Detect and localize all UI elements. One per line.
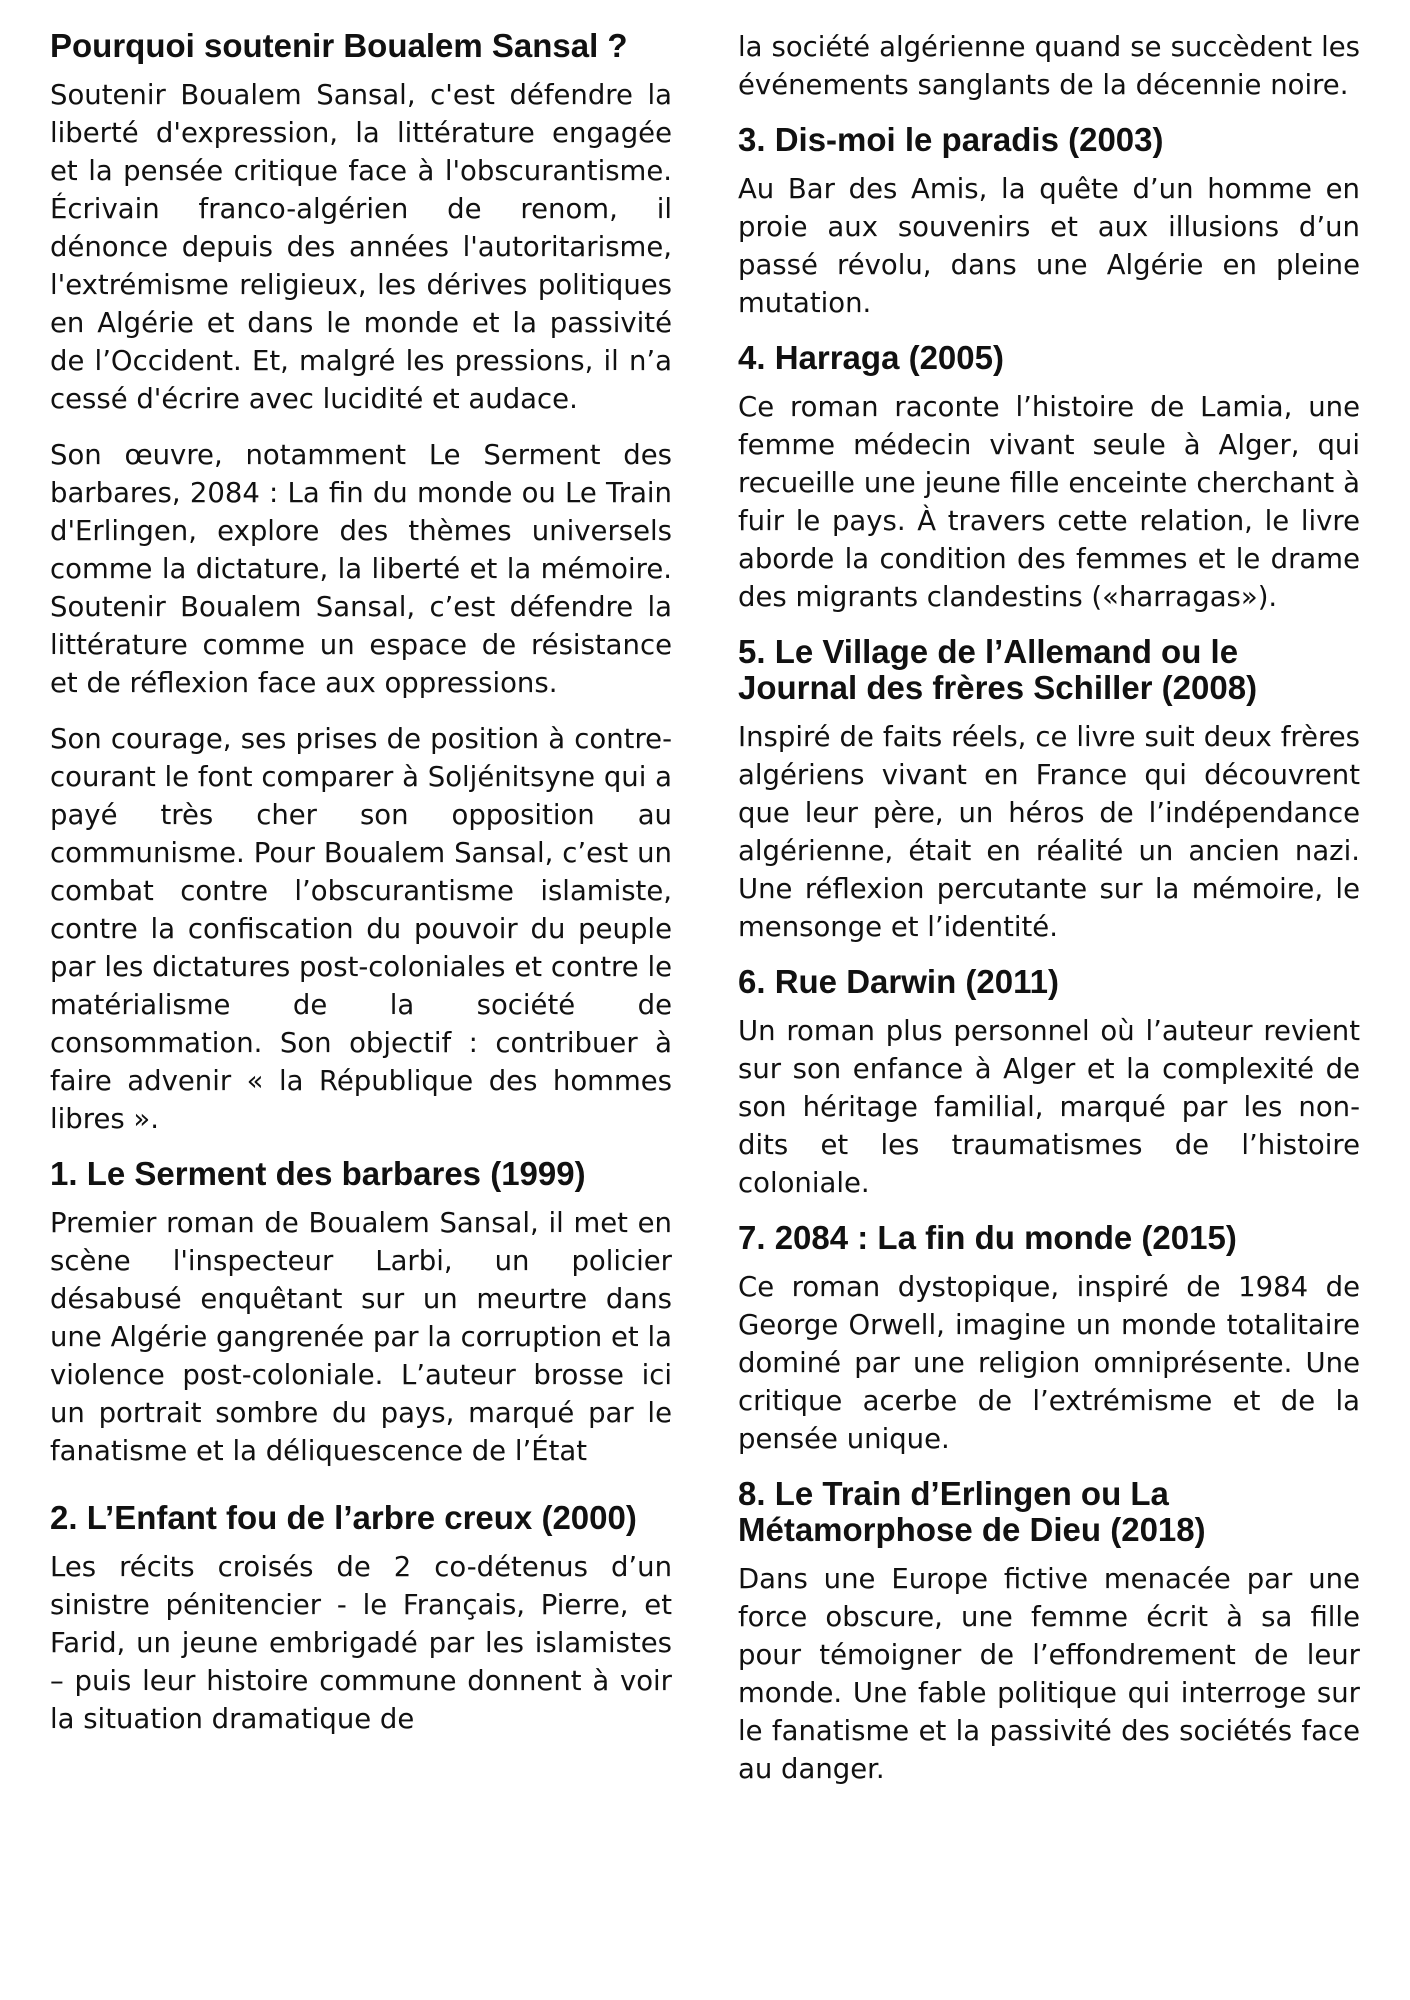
book-2-text: Les récits croisés de 2 co-détenus d’un sinistre pénitencier - le Français, Pierre, et Farid, un jeune embrigadé par les islamistes – puis leur histoire commune donnent à voir la situation dramatique de bbox=[50, 1551, 672, 1735]
book-3-text: Au Bar des Amis, la quête d’un homme en proie aux souvenirs et aux illusions d’un passé révolu, dans une Algérie en pleine mutation. bbox=[738, 173, 1360, 319]
right-column bbox=[738, 28, 1360, 1806]
book-4-text: Ce roman raconte l’histoire de Lamia, une femme médecin vivant seule à Alger, qui recueille une jeune fille enceinte cherchant à fuir le pays. À travers cette relation, le livre aborde la condition des femmes et le drame des migrants clandestins («harragas»). bbox=[738, 391, 1360, 613]
book-5-heading: 5. Le Village de l’Allemand ou le Journal des frères Schiller (2008) bbox=[738, 633, 1258, 706]
book-8-text: Dans une Europe fictive menacée par une force obscure, une femme écrit à sa fille pour témoigner de l’effondrement de leur monde. Une fable politique qui interroge sur le fanatisme et la passivité des sociétés face au danger. bbox=[738, 1563, 1360, 1785]
book-7-text: Ce roman dystopique, inspiré de 1984 de George Orwell, imagine un monde totalitaire dominé par une religion omniprésente. Une critique acerbe de l’extrémisme et de la pensée unique. bbox=[738, 1271, 1360, 1455]
intro-paragraph-3: Son courage, ses prises de position à contre-courant le font comparer à Soljénitsyne qui a payé très cher son opposition au communisme. Pour Boualem Sansal, c’est un combat contre l’obscurantisme islamiste, contre la confiscation du pouvoir du peuple par les dictatures post-coloniales et contre le matérialisme de la société de consommation. Son objectif : contribuer à faire advenir « la République des hommes libres ». bbox=[50, 723, 672, 1135]
book-2-text-continued: la société algérienne quand se succèdent les événements sanglants de la décennie noire. bbox=[738, 31, 1360, 101]
book-1-heading: 1. Le Serment des barbares (1999) bbox=[50, 1155, 586, 1192]
book-1-text: Premier roman de Boualem Sansal, il met en scène l'inspecteur Larbi, un policier désabusé enquêtant sur un meurtre dans une Algérie gangrenée par la corruption et la violence post-coloniale. L’auteur brosse ici un portrait sombre du pays, marqué par le fanatisme et la déliquescence de l’État bbox=[50, 1207, 672, 1467]
book-3-heading: 3. Dis-moi le paradis (2003) bbox=[738, 121, 1164, 158]
book-4-heading: 4. Harraga (2005) bbox=[738, 339, 1004, 376]
left-column bbox=[50, 28, 672, 1756]
book-7-heading: 7. 2084 : La fin du monde (2015) bbox=[738, 1219, 1237, 1256]
book-6-text: Un roman plus personnel où l’auteur revient sur son enfance à Alger et la complexité de son héritage familial, marqué par les non-dits et les traumatismes de l’histoire coloniale. bbox=[738, 1015, 1360, 1199]
page-title: Pourquoi soutenir Boualem Sansal ? bbox=[50, 27, 628, 64]
book-5-text: Inspiré de faits réels, ce livre suit deux frères algériens vivant en France qui découvrent que leur père, un héros de l’indépendance algérienne, était en réalité un ancien nazi. Une réflexion percutante sur la mémoire, le mensonge et l’identité. bbox=[738, 721, 1360, 943]
intro-paragraph-1: Soutenir Boualem Sansal, c'est défendre la liberté d'expression, la littérature engagée et la pensée critique face à l'obscurantisme. Écrivain franco-algérien de renom, il dénonce depuis des années l'autoritarisme, l'extrémisme religieux, les dérives politiques en Algérie et dans le monde et la passivité de l’Occident. Et, malgré les pressions, il n’a cessé d'écrire avec lucidité et audace. bbox=[50, 79, 672, 415]
intro-paragraph-2: Son œuvre, notamment Le Serment des barbares, 2084 : La fin du monde ou Le Train d'Erlingen, explore des thèmes universels comme la dictature, la liberté et la mémoire. Soutenir Boualem Sansal, c’est défendre la littérature comme un espace de résistance et de réflexion face aux oppressions. bbox=[50, 439, 672, 699]
book-6-heading: 6. Rue Darwin (2011) bbox=[738, 963, 1059, 1000]
book-2-heading: 2. L’Enfant fou de l’arbre creux (2000) bbox=[50, 1499, 637, 1536]
book-8-heading: 8. Le Train d’Erlingen ou La Métamorphose de Dieu (2018) bbox=[738, 1475, 1206, 1548]
